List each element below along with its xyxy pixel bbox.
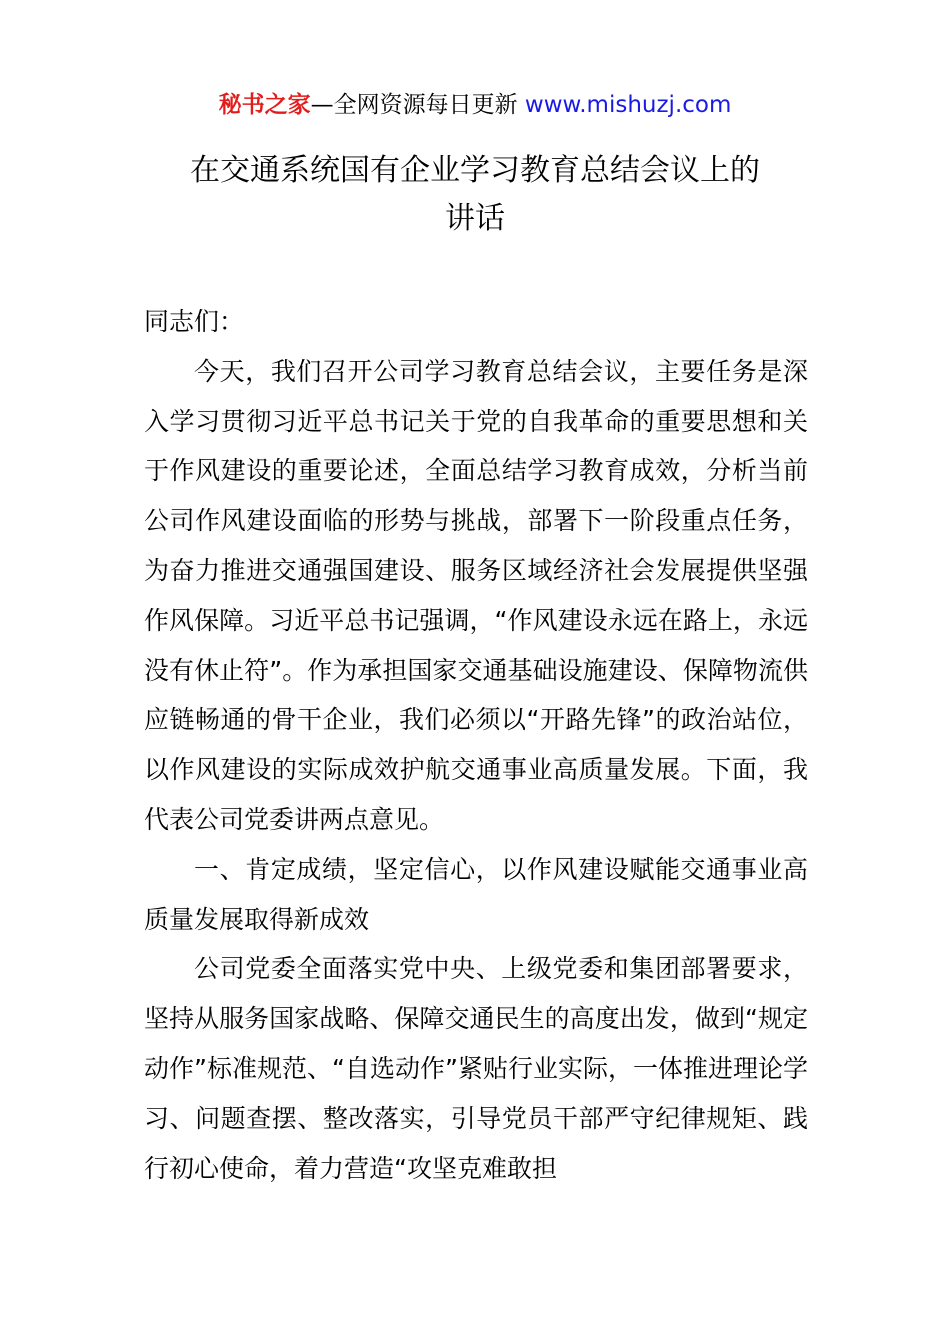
header-tagline: —全网资源每日更新: [310, 92, 525, 118]
title-line-2: 讲话: [445, 201, 505, 236]
paragraph-section-1: 公司党委全面落实党中央、上级党委和集团部署要求，坚持从服务国家战略、保障交通民生的高度出发，做到“规定动作”标准规范、“自选动作”紧贴行业实际，一体推进理论学习、问题查摆、整改落实，引导党员干部严守纪律规矩、践行初心使命，着力营造“攻坚克难敢担: [144, 954, 808, 1183]
paragraph-intro: 今天，我们召开公司学习教育总结会议，主要任务是深入学习贯彻习近平总书记关于党的自我革命的重要思想和关于作风建设的重要论述，全面总结学习教育成效，分析当前公司作风建设面临的形势与挑战，部署下一阶段重点任务，为奋力推进交通强国建设、服务区域经济社会发展提供坚强作风保障。习近平总书记强调，“作风建设永远在路上，永远没有休止符”。作为承担国家交通基础设施建设、保障物流供应链畅通的骨干企业，我们必须以“开路先锋”的政治站位，以作风建设的实际成效护航交通事业高质量发展。下面，我代表公司党委讲两点意见。: [144, 356, 808, 834]
section-heading-1: 一、肯定成绩，坚定信心，以作风建设赋能交通事业高质量发展取得新成效: [144, 854, 808, 934]
header-url-link[interactable]: www.mishuzj.com: [524, 92, 732, 118]
document-body: [144, 297, 808, 1193]
site-header: [0, 88, 950, 122]
salutation: 同志们：: [144, 307, 245, 336]
document-title: [130, 147, 820, 243]
title-line-1: 在交通系统国有企业学习教育总结会议上的: [190, 153, 760, 188]
brand-name: 秘书之家: [218, 92, 311, 118]
